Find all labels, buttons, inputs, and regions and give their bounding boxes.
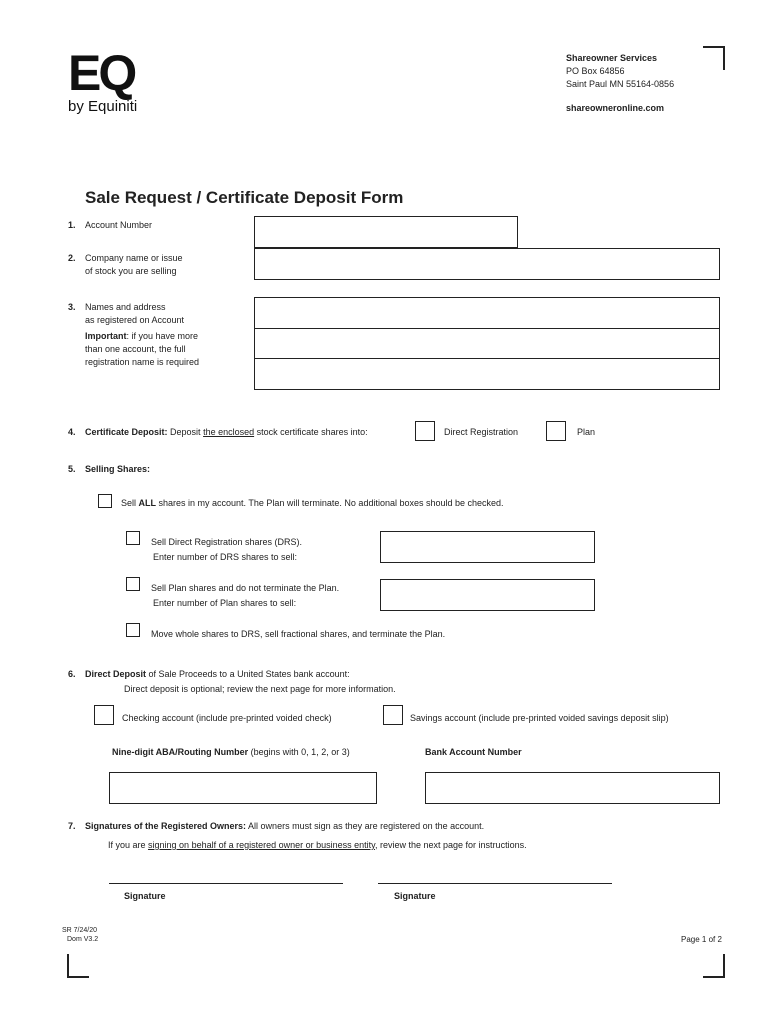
signature-line-1[interactable] bbox=[109, 883, 343, 884]
form-code bbox=[62, 926, 98, 944]
section-2-number: 2. bbox=[68, 253, 76, 263]
section-3-number: 3. bbox=[68, 302, 76, 312]
names-address-label bbox=[85, 301, 199, 369]
signature-line-2[interactable] bbox=[378, 883, 612, 884]
routing-number-note: (begins with 0, 1, 2, or 3) bbox=[248, 747, 350, 757]
direct-registration-label: Direct Registration bbox=[444, 427, 519, 437]
direct-registration-checkbox[interactable] bbox=[415, 421, 435, 441]
section-6-number: 6. bbox=[68, 669, 76, 679]
plan-label: Plan bbox=[577, 427, 596, 437]
selling-shares-heading: Selling Shares: bbox=[85, 464, 151, 474]
names-address-field-3[interactable] bbox=[254, 358, 720, 390]
move-shares-checkbox[interactable] bbox=[126, 623, 140, 637]
important-text-2: than one account, the full bbox=[85, 344, 186, 354]
checking-account-label: Checking account (include pre-printed voided check) bbox=[122, 713, 332, 723]
certificate-deposit-underlined: the enclosed bbox=[203, 427, 255, 437]
form-code-2: Dom V3.2 bbox=[67, 936, 99, 943]
checking-account-checkbox[interactable] bbox=[94, 705, 114, 725]
sell-all-label bbox=[121, 497, 504, 510]
sell-plan-label bbox=[151, 581, 339, 611]
names-address-field-1[interactable] bbox=[254, 297, 720, 329]
address-name: Shareowner Services bbox=[566, 53, 658, 63]
signatures-text bbox=[85, 820, 484, 833]
important-label: Important bbox=[85, 331, 127, 341]
section-5-number: 5. bbox=[68, 464, 76, 474]
sell-all-pre: Sell bbox=[121, 498, 139, 508]
sell-drs-label bbox=[151, 535, 302, 565]
signatures-instructions bbox=[108, 839, 527, 852]
section-4-number: 4. bbox=[68, 427, 76, 437]
address-block bbox=[566, 52, 674, 115]
move-shares-label: Move whole shares to DRS, sell fractional shares, and terminate the Plan. bbox=[151, 629, 446, 639]
company-name-label-line2: of stock you are selling bbox=[85, 266, 177, 276]
address-web[interactable]: shareowneronline.com bbox=[566, 103, 665, 113]
signatures-instructions-post: , review the next page for instructions. bbox=[375, 840, 527, 850]
address-line1: PO Box 64856 bbox=[566, 66, 625, 76]
sell-drs-checkbox[interactable] bbox=[126, 531, 140, 545]
form-title: Sale Request / Certificate Deposit Form bbox=[85, 188, 404, 207]
form-code-1: SR 7/24/20 bbox=[62, 927, 98, 934]
sell-plan-line1: Sell Plan shares and do not terminate the Plan. bbox=[151, 583, 340, 593]
routing-number-field[interactable] bbox=[109, 772, 377, 804]
sell-all-post: shares in my account. The Plan will terminate. No additional boxes should be checked. bbox=[156, 498, 504, 508]
account-number-label: Account Number bbox=[85, 220, 153, 230]
eq-logo bbox=[68, 45, 138, 116]
direct-deposit-text bbox=[85, 668, 350, 681]
bank-account-label: Bank Account Number bbox=[425, 747, 522, 757]
sell-drs-line1: Sell Direct Registration shares (DRS). bbox=[151, 537, 303, 547]
corner-mark-top-right bbox=[703, 46, 725, 70]
signatures-heading: Signatures of the Registered Owners: bbox=[85, 821, 247, 831]
plan-checkbox[interactable] bbox=[546, 421, 566, 441]
signatures-instructions-pre: If you are bbox=[108, 840, 149, 850]
company-name-label-line1: Company name or issue bbox=[85, 253, 183, 263]
logo-sub: by Equiniti bbox=[68, 98, 138, 115]
drs-shares-field[interactable] bbox=[380, 531, 595, 563]
certificate-deposit-text bbox=[85, 426, 368, 439]
section-1-number: 1. bbox=[68, 220, 76, 230]
address-line2: Saint Paul MN 55164-0856 bbox=[566, 79, 675, 89]
certificate-deposit-heading: Certificate Deposit: bbox=[85, 427, 168, 437]
sell-all-bold: ALL bbox=[138, 498, 157, 508]
certificate-deposit-pre: Deposit bbox=[167, 427, 204, 437]
account-number-field[interactable] bbox=[254, 216, 518, 248]
bank-account-field[interactable] bbox=[425, 772, 720, 804]
savings-account-label: Savings account (include pre-printed voided savings deposit slip) bbox=[410, 713, 669, 723]
signature-label-2: Signature bbox=[394, 891, 436, 901]
signatures-instructions-link[interactable]: signing on behalf of a registered owner or business entity bbox=[148, 840, 375, 850]
corner-mark-bottom-left bbox=[67, 954, 89, 978]
direct-deposit-post: of Sale Proceeds to a United States bank account: bbox=[146, 669, 350, 679]
sell-all-checkbox[interactable] bbox=[98, 494, 112, 508]
company-name-label bbox=[85, 252, 183, 278]
sell-drs-line2: Enter number of DRS shares to sell: bbox=[153, 552, 298, 562]
routing-number-bold: Nine-digit ABA/Routing Number bbox=[112, 747, 249, 757]
important-text-3: registration name is required bbox=[85, 357, 200, 367]
corner-mark-bottom-right bbox=[703, 954, 725, 978]
signatures-post: All owners must sign as they are registered on the account. bbox=[246, 821, 485, 831]
certificate-deposit-post: stock certificate shares into: bbox=[254, 427, 368, 437]
company-name-field[interactable] bbox=[254, 248, 720, 280]
logo-mark: EQ bbox=[68, 45, 135, 101]
important-text-1: : if you have more bbox=[126, 331, 199, 341]
signature-label-1: Signature bbox=[124, 891, 166, 901]
sell-plan-line2: Enter number of Plan shares to sell: bbox=[153, 598, 297, 608]
plan-shares-field[interactable] bbox=[380, 579, 595, 611]
sell-plan-checkbox[interactable] bbox=[126, 577, 140, 591]
names-address-label-line2: as registered on Account bbox=[85, 315, 185, 325]
direct-deposit-note: Direct deposit is optional; review the next page for more information. bbox=[124, 684, 396, 694]
routing-number-label bbox=[112, 746, 350, 759]
section-7-number: 7. bbox=[68, 821, 76, 831]
page-number: Page 1 of 2 bbox=[681, 935, 722, 944]
names-address-label-line1: Names and address bbox=[85, 302, 166, 312]
savings-account-checkbox[interactable] bbox=[383, 705, 403, 725]
direct-deposit-heading: Direct Deposit bbox=[85, 669, 147, 679]
important-note bbox=[85, 330, 199, 343]
names-address-field-2[interactable] bbox=[254, 328, 720, 359]
